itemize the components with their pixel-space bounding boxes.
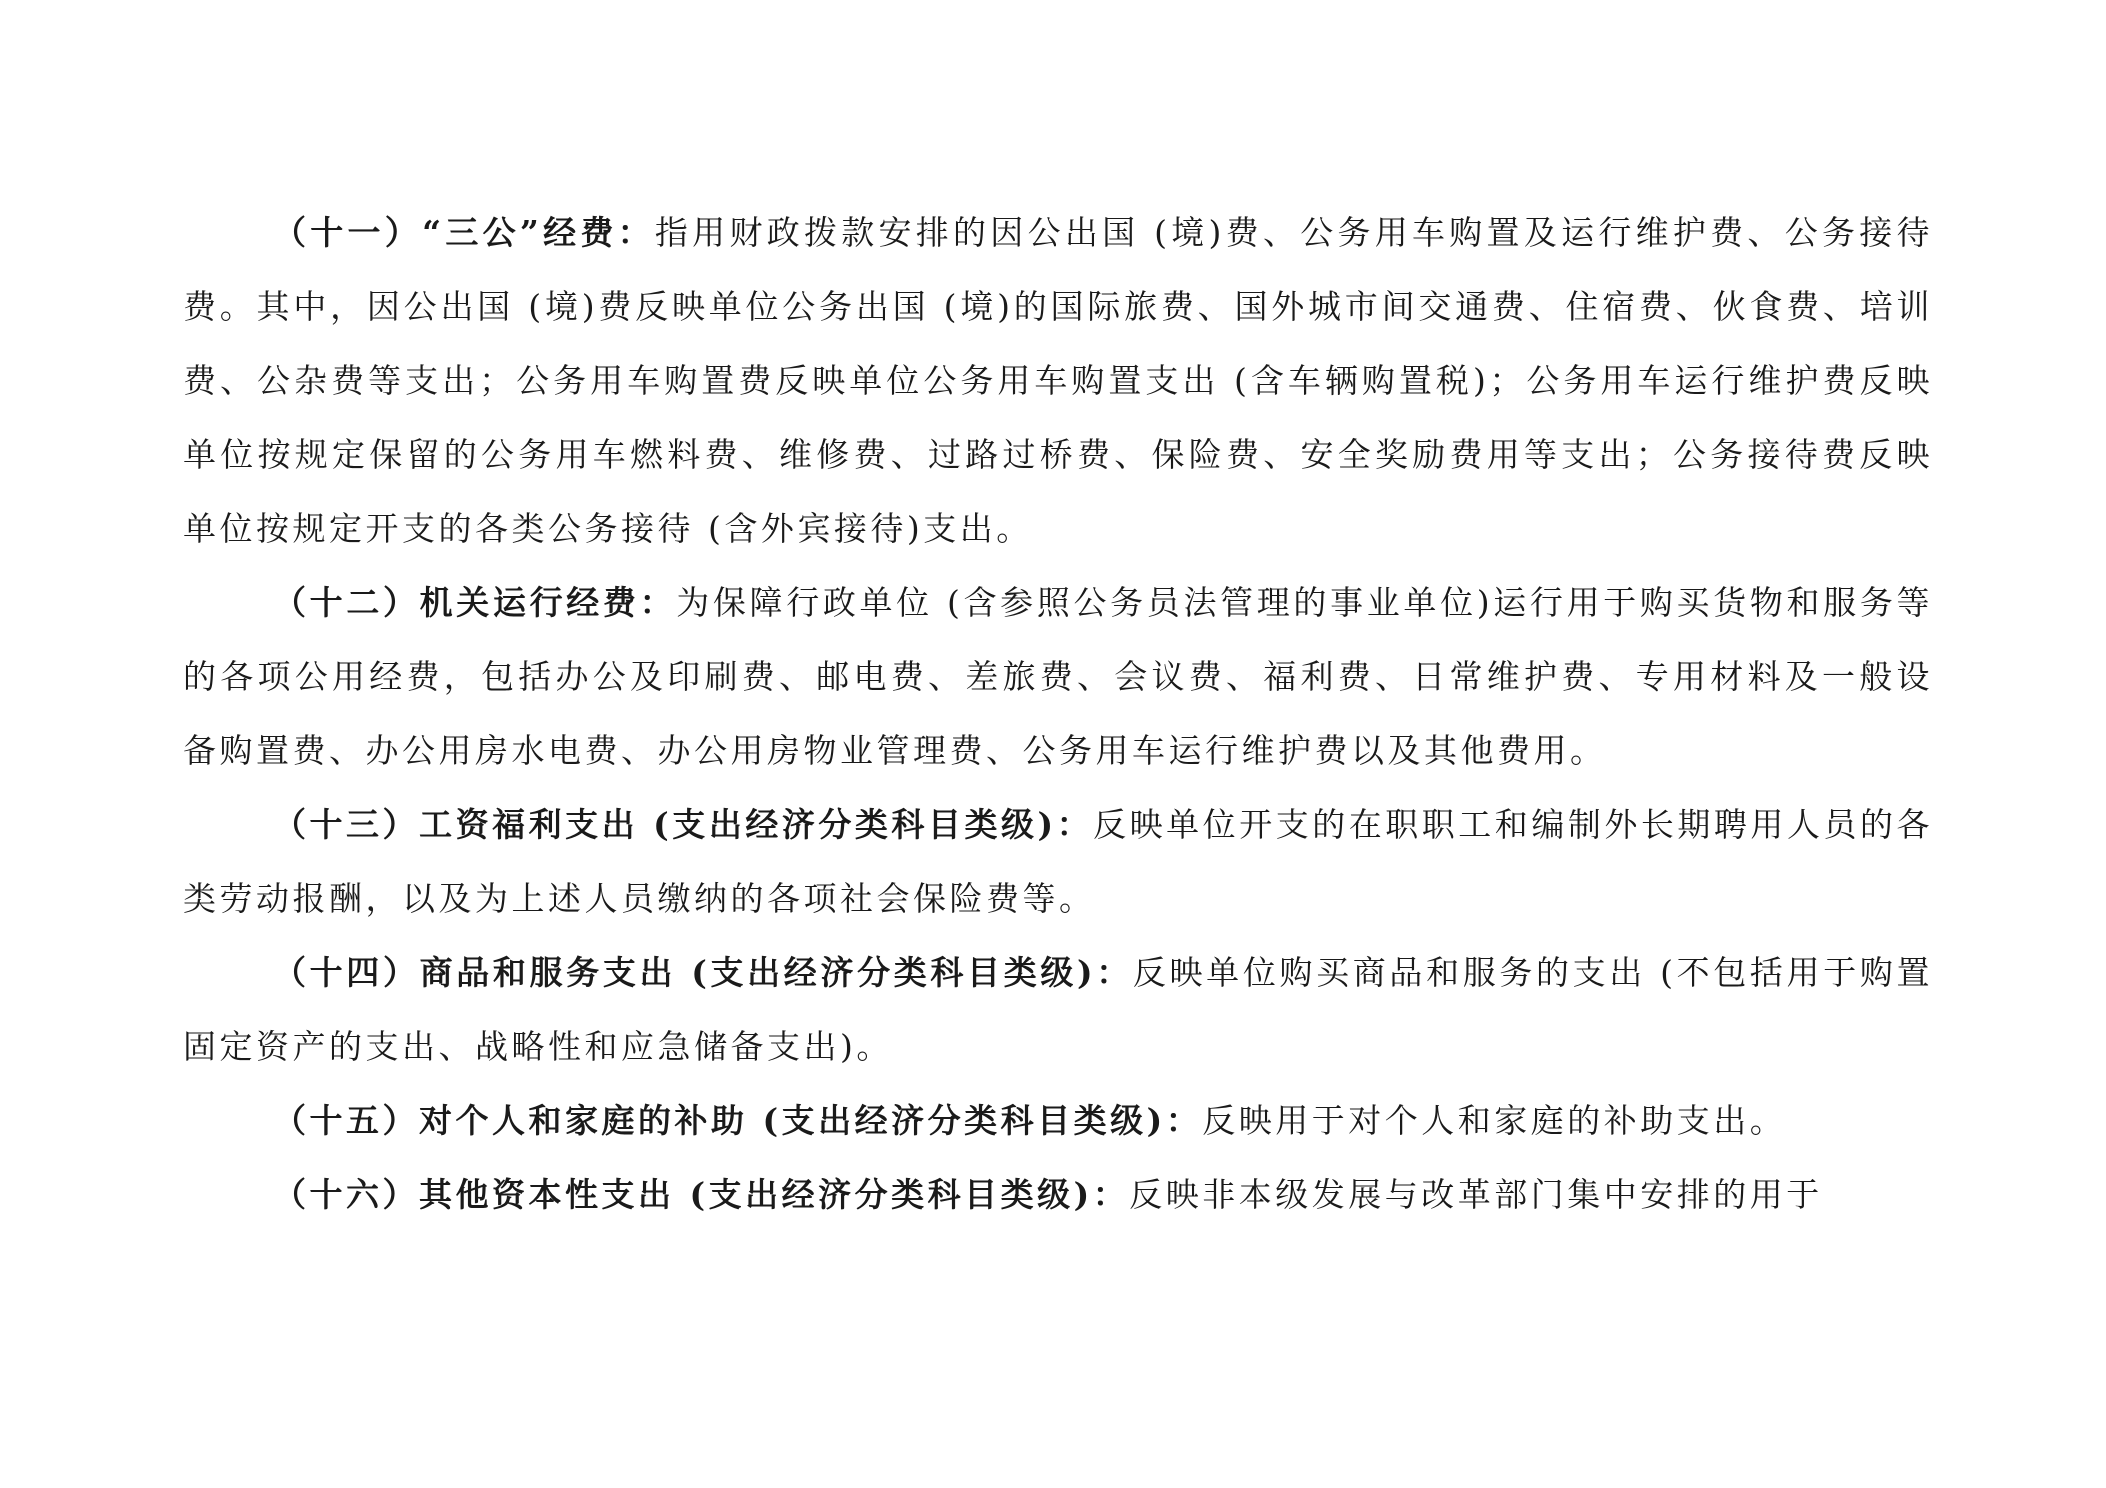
paragraph-12-heading: （十二）机关运行经费：	[273, 583, 677, 622]
paragraph-12	[183, 566, 1933, 788]
paragraph-11-heading: （十一）“三公”经费：	[273, 213, 655, 252]
paragraph-16-text: 反映非本级发展与改革部门集中安排的用于	[1129, 1175, 1823, 1214]
paragraph-11-text: 指用财政拨款安排的因公出国 (境)费、公务用车购置及运行维护费、公务接待费。其中，因公出国 (境)费反映单位公务出国 (境)的国际旅费、国外城市间交通费、住宿费、伙食费、培训费、公杂费等支出；公务用车购置费反映单位公务用车购置支出 (含车辆购置税)；公务用车运行维护费反映单位按规定保留的公务用车燃料费、维修费、过路过桥费、保险费、安全奖励费用等支出；公务接待费反映单位按规定开支的各类公务接待 (含外宾接待)支出。	[183, 213, 1933, 548]
paragraph-14-text: 反映单位购买商品和服务的支出 (不包括用于购置固定资产的支出、战略性和应急储备支出)。	[183, 953, 1933, 1066]
paragraph-14	[183, 936, 1933, 1084]
paragraph-11	[183, 196, 1933, 566]
paragraph-14-heading: （十四）商品和服务支出 (支出经济分类科目类级)：	[273, 953, 1133, 992]
paragraph-16	[183, 1158, 1933, 1232]
document-body	[183, 196, 1933, 1232]
paragraph-15-heading: （十五）对个人和家庭的补助 (支出经济分类科目类级)：	[273, 1101, 1203, 1140]
paragraph-15	[183, 1084, 1933, 1158]
paragraph-13	[183, 788, 1933, 936]
paragraph-15-text: 反映用于对个人和家庭的补助支出。	[1202, 1101, 1787, 1140]
paragraph-13-text: 反映单位开支的在职职工和编制外长期聘用人员的各类劳动报酬，以及为上述人员缴纳的各项社会保险费等。	[183, 805, 1933, 918]
paragraph-13-heading: （十三）工资福利支出 (支出经济分类科目类级)：	[273, 805, 1094, 844]
paragraph-12-text: 为保障行政单位 (含参照公务员法管理的事业单位)运行用于购买货物和服务等的各项公用经费，包括办公及印刷费、邮电费、差旅费、会议费、福利费、日常维护费、专用材料及一般设备购置费、办公用房水电费、办公用房物业管理费、公务用车运行维护费以及其他费用。	[183, 583, 1933, 770]
paragraph-16-heading: （十六）其他资本性支出 (支出经济分类科目类级)：	[273, 1175, 1130, 1214]
